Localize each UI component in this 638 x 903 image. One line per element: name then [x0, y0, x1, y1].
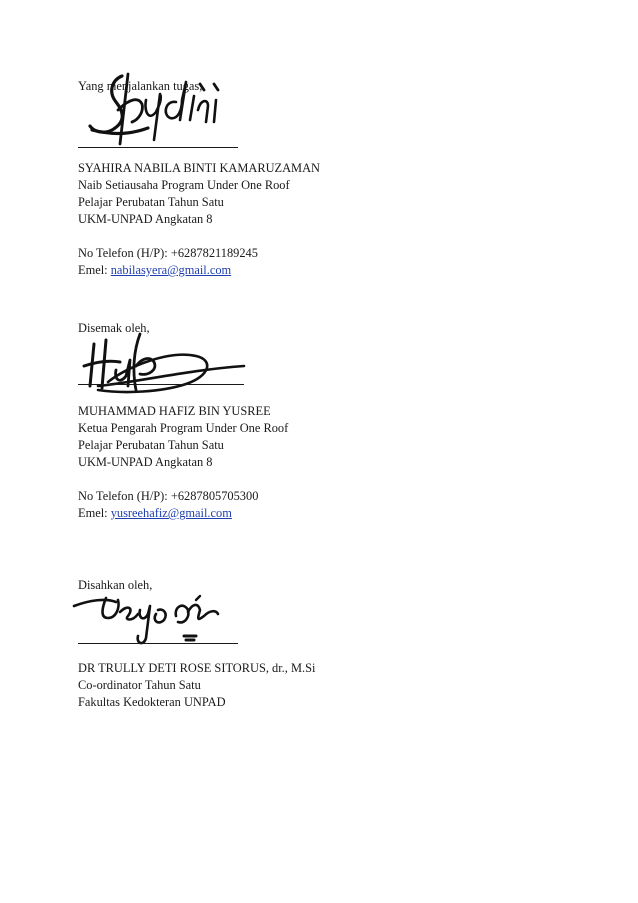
phone-number-1: +6287821189245 — [170, 246, 258, 260]
email-link-2[interactable]: yusreehafiz@gmail.com — [110, 506, 232, 520]
intro-text-1: Yang menjalankan tugas, — [78, 79, 203, 93]
intro-text-2: Disemak oleh, — [78, 321, 150, 335]
signatory-role-1: Naib Setiausaha Program Under One Roof — [78, 178, 290, 192]
signatory-name-3: DR TRULLY DETI ROSE SITORUS, dr., M.Si — [78, 661, 316, 675]
signature-hafiz — [78, 330, 253, 398]
phone-label-2: No Telefon (H/P): — [78, 489, 171, 503]
signatory-detail-2b: UKM-UNPAD Angkatan 8 — [78, 455, 213, 469]
signatory-name-2: MUHAMMAD HAFIZ BIN YUSREE — [78, 404, 271, 418]
intro-text-3: Disahkan oleh, — [78, 578, 153, 592]
signature-line-1 — [78, 147, 238, 148]
signatory-role-3: Co-ordinator Tahun Satu — [78, 678, 201, 692]
email-row-2 — [78, 505, 232, 521]
signature-line-3 — [78, 643, 238, 644]
signatory-name-1: SYAHIRA NABILA BINTI KAMARUZAMAN — [78, 161, 320, 175]
signatory-detail-2a: Pelajar Perubatan Tahun Satu — [78, 438, 224, 452]
signature-trully — [72, 592, 222, 654]
phone-label-1: No Telefon (H/P): — [78, 246, 171, 260]
phone-row-2 — [78, 488, 258, 504]
email-link-1[interactable]: nabilasyera@gmail.com — [110, 263, 232, 277]
signatory-detail-1a: Pelajar Perubatan Tahun Satu — [78, 195, 224, 209]
signatory-role-2: Ketua Pengarah Program Under One Roof — [78, 421, 289, 435]
phone-row-1 — [78, 245, 258, 261]
email-label-1: Emel: — [78, 263, 111, 277]
phone-number-2: +6287805705300 — [170, 489, 259, 503]
signatory-detail-1b: UKM-UNPAD Angkatan 8 — [78, 212, 213, 226]
email-row-1 — [78, 262, 231, 278]
signature-line-2 — [78, 384, 244, 385]
email-label-2: Emel: — [78, 506, 111, 520]
signatory-detail-3a: Fakultas Kedokteran UNPAD — [78, 695, 226, 709]
